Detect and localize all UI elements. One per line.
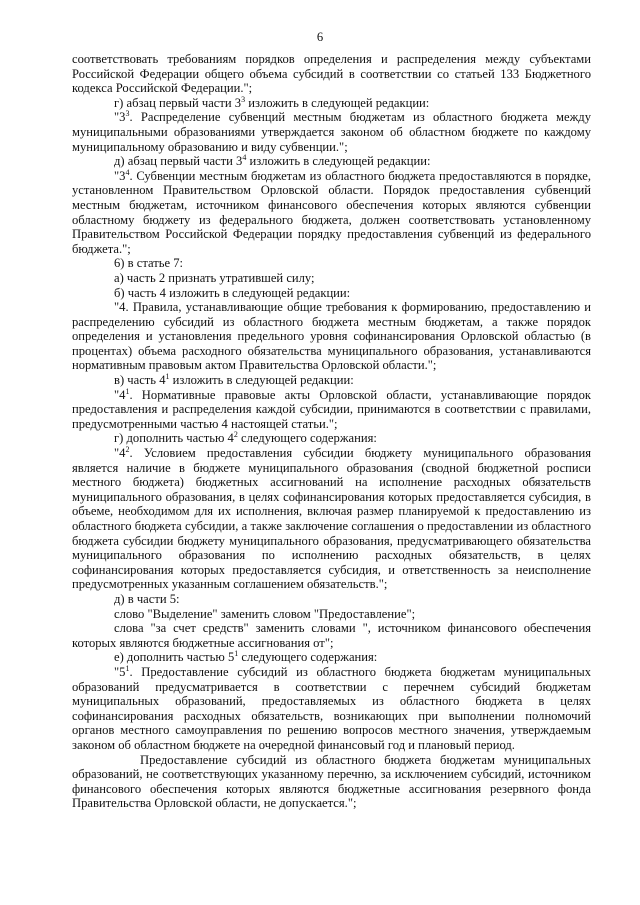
paragraph-p07 — [72, 271, 591, 286]
paragraph-p04 — [72, 154, 591, 169]
text-run: "4. Правила, устанавливающие общие требования к формированию, предоставлению и распределению субсидий из областного бюджета местным бюджетам, а также порядок определения и установления предельного уровня софинансирования Орловской областью (в процентах) объема расходного обязательства муниципального образования, устанавливаются нормативным правовым актом Правительства Орловской области."; — [72, 300, 591, 373]
paragraph-p01 — [72, 52, 591, 96]
paragraph-p03 — [72, 110, 591, 154]
superscript: 1 — [125, 386, 130, 396]
paragraph-p10 — [72, 373, 591, 388]
text-run: . Нормативные правовые акты Орловской области, устанавливающие порядок предоставления и распределения каждой субсидии, принимаются в соответствии с правилами, предусмотренными частью 4 настоящей статьи."; — [72, 387, 591, 431]
text-run: изложить в следующей редакции: — [246, 154, 431, 169]
text-run: "3 — [114, 168, 126, 183]
text-run: е) дополнить частью 5 — [114, 650, 235, 665]
text-run: . Предоставление субсидий из областного бюджета бюджетам муниципальных образований предусматривается в соответствии с перечнем субсидий бюджетам муниципальных образований, предоставляемых из областного бюджета в целях софинансирования расходных обязательств, возникающих при выполнении полномочий органов местного самоуправления по решению вопросов местного значения, утверждаемым законом об областном бюджете на очередной финансовый год и плановый период. — [72, 664, 591, 752]
paragraph-p12 — [72, 431, 591, 446]
text-run: . Условием предоставления субсидии бюджету муниципального образования является наличие в бюджете муниципального образования (сводной бюджетной росписи местного бюджета) бюджетных ассигнований на исполнение расходных обязательств муниципального образования, в целях софинансирования которых предоставляется субсидия, в объеме, необходимом для их исполнения, включая размер планируемой к предоставлению из областного бюджета субсидии, а также заключение соглашения о предоставлении из областного бюджета субсидии бюджету муниципального образования, предусматривающего обязательства муниципального образования по исполнению расходных обязательств, в целях софинансирования которых предоставляется субсидия, и ответственность за неисполнение предусмотренных указанным соглашением обязательств."; — [72, 446, 591, 592]
document-body — [72, 52, 591, 811]
text-run: "4 — [114, 446, 126, 461]
superscript: 3 — [241, 94, 246, 104]
paragraph-p14 — [72, 592, 591, 607]
paragraph-p11 — [72, 388, 591, 432]
paragraph-p09 — [72, 300, 591, 373]
text-run: слова "за счет средств" заменить словами ", источником финансового обеспечения которых являются бюджетные ассигнования от"; — [72, 621, 591, 650]
text-run: слово "Выделение" заменить словом "Предоставление"; — [114, 606, 416, 621]
text-run: д) абзац первый части 3 — [114, 154, 243, 169]
superscript: 3 — [125, 109, 130, 119]
text-run: . Распределение субвенций местным бюджетам из областного бюджета между муниципальными образованиями утверждается законом об областном бюджете по каждому муниципальному образованию и виду субвенции."; — [72, 110, 591, 154]
paragraph-p15 — [72, 607, 591, 622]
superscript: 1 — [165, 372, 170, 382]
paragraph-p05 — [72, 169, 591, 257]
text-run: следующего содержания: — [238, 650, 378, 665]
superscript: 1 — [125, 663, 130, 673]
text-run: Предоставление субсидий из областного бюджета бюджетам муниципальных образований, не соответствующих указанному перечню, за исключением субсидий, источником финансового обеспечения которых являются бюджетные ассигнования резервного фонда Правительства Орловской области, не допускается."; — [72, 752, 591, 811]
paragraph-p06 — [72, 256, 591, 271]
paragraph-p13 — [72, 446, 591, 592]
text-run: следующего содержания: — [237, 431, 377, 446]
superscript: 1 — [234, 649, 239, 659]
text-run: . Субвенции местным бюджетам из областного бюджета предоставляются в порядке, установленном Правительством Орловской области. Порядок предоставления субвенций местным бюджетам, источником финансового обеспечения которых являются субвенции областному бюджету из федерального бюджета, должен соответствовать установленному Правительством Российской Федерации порядку предоставления субвенций из федерального бюджета."; — [72, 168, 591, 256]
text-run: г) дополнить частью 4 — [114, 431, 234, 446]
text-run: "3 — [114, 110, 126, 125]
superscript: 2 — [233, 430, 238, 440]
superscript: 2 — [125, 445, 130, 455]
text-run: изложить в следующей редакции: — [169, 373, 354, 388]
text-run: "4 — [114, 387, 126, 402]
text-run: соответствовать требованиям порядков определения и распределения между субъектами Российской Федерации общего объема субсидий в соответствии со статьей 133 Бюджетного кодекса Российской Федерации."; — [72, 52, 591, 96]
paragraph-p02 — [72, 96, 591, 111]
text-run: б) часть 4 изложить в следующей редакции: — [114, 285, 351, 300]
paragraph-p19 — [72, 753, 591, 811]
text-run: изложить в следующей редакции: — [245, 95, 430, 110]
page-number: 6 — [316, 30, 324, 44]
text-run: 6) в статье 7: — [114, 256, 184, 271]
paragraph-p08 — [72, 286, 591, 301]
paragraph-p17 — [72, 650, 591, 665]
text-run: д) в части 5: — [114, 591, 180, 606]
text-run: г) абзац первый части 3 — [114, 95, 242, 110]
paragraph-p18 — [72, 665, 591, 753]
paragraph-p16 — [72, 621, 591, 650]
text-run: "5 — [114, 664, 126, 679]
text-run: а) часть 2 признать утратившей силу; — [114, 270, 315, 285]
superscript: 4 — [242, 153, 247, 163]
superscript: 4 — [125, 167, 130, 177]
text-run: в) часть 4 — [114, 373, 166, 388]
